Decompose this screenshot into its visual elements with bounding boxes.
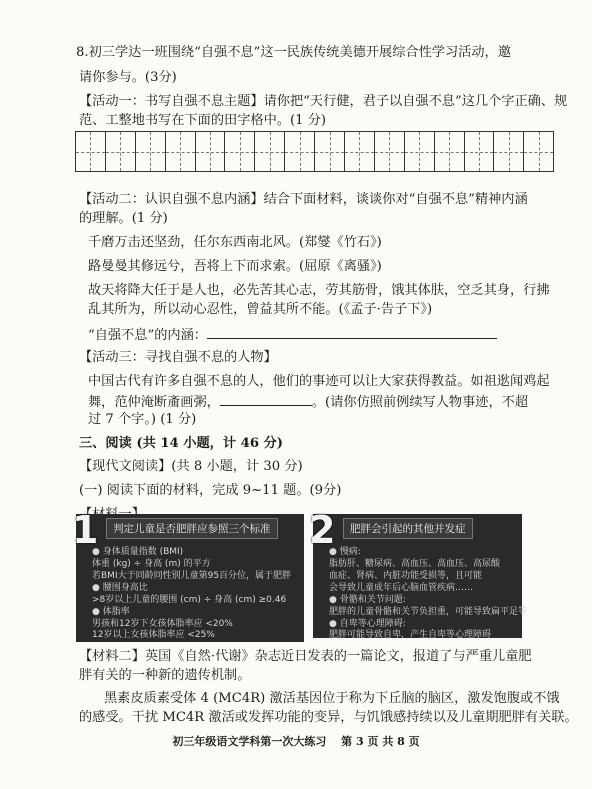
panel2-number: 2 bbox=[309, 508, 336, 552]
panel1-line: 男孩和12岁下女孩体脂率应 <20% bbox=[92, 619, 233, 629]
activity3-line2-end: 。(请你仿照前例续写人物事迹，不超 bbox=[311, 395, 529, 410]
panel1-line: 12岁以上女孩体脂率应 <25% bbox=[92, 630, 215, 640]
grid-cell[interactable] bbox=[165, 131, 195, 172]
grid-cell[interactable] bbox=[195, 131, 225, 172]
grid-cell[interactable] bbox=[105, 131, 135, 172]
grid-cell[interactable] bbox=[493, 131, 523, 172]
activity3-title: 【活动三：寻找自强不息的人物】 bbox=[79, 350, 277, 365]
connotation-answer-row bbox=[88, 325, 497, 345]
grid-cell[interactable] bbox=[464, 131, 494, 172]
grid-cell[interactable] bbox=[75, 131, 105, 172]
activity1-line2: 范、工整地书写在下面的田字格中。(1 分) bbox=[79, 113, 327, 128]
quote-mencius-line2: 乱其所为，所以动心忍性，曾益其所不能。(《孟子·告子下》) bbox=[88, 302, 433, 317]
panel2-line: ● 自卑等心理障碍: bbox=[329, 619, 406, 629]
tianzige-grid[interactable] bbox=[75, 131, 539, 172]
grid-cell[interactable] bbox=[254, 131, 284, 172]
panel2-line: ● 骨骼和关节问题: bbox=[329, 595, 406, 605]
q8-title-line1: 8.初三学达一班围绕“自强不息”这一民族传统美德开展综合性学习活动，邀 bbox=[76, 45, 511, 60]
infographic-panel-2 bbox=[309, 508, 528, 640]
quote-mencius-line1: 故天将降大任于是人也，必先苦其心志，劳其筋骨，饿其体肤，空乏其身，行拂 bbox=[88, 283, 550, 298]
activity2-line2: 的理解。(1 分) bbox=[79, 211, 168, 226]
panel1-line: 若BMI大于同龄同性别儿童第95百分位，属于肥胖 bbox=[92, 571, 292, 581]
activity1-line1: 【活动一：书写自强不息主题】请你把“天行健，君子以自强不息”这几个字正确、规 bbox=[79, 94, 568, 109]
material2-line3: 黑素皮质素受体 4 (MC4R) 激活基因位于称为下丘脑的脑区，激发饱腹或不饿 bbox=[104, 691, 560, 706]
grid-cell[interactable] bbox=[404, 131, 434, 172]
panel2-line: 脂肪肝、糖尿病、高血压、高血压、高尿酸 bbox=[329, 559, 501, 569]
infographic-panel-1 bbox=[72, 508, 304, 642]
grid-cell[interactable] bbox=[374, 131, 404, 172]
material2-line1: 【材料二】英国《自然·代谢》杂志近日发表的一篇论文，报道了与严重儿童肥 bbox=[79, 649, 532, 664]
panel1-line: ● 体脂率 bbox=[92, 607, 130, 617]
activity3-line3: 过 7 个字。) (1 分) bbox=[88, 412, 197, 427]
page-footer: 初三年级语文学科第一次大练习 第 3 页 共 8 页 bbox=[172, 735, 420, 748]
panel2-line: 肥胖的儿童骨骼和关节负担重，可能导致扁平足等 bbox=[329, 607, 528, 617]
panel1-line: ● 腰围身高比 bbox=[92, 583, 148, 593]
connotation-label: “自强不息”的内涵： bbox=[88, 328, 207, 343]
material2-line2: 胖有关的一种新的遗传机制。 bbox=[79, 668, 251, 683]
panel1-number: 1 bbox=[72, 508, 99, 552]
grid-cell[interactable] bbox=[314, 131, 344, 172]
q8-title-line2: 请你参与。(3分) bbox=[79, 70, 177, 85]
section3-title: 三、阅读 (共 14 小题，计 46 分) bbox=[79, 436, 284, 451]
panel1-title: 判定儿童是否肥胖应参照三个标准 bbox=[106, 518, 278, 539]
grid-cell[interactable] bbox=[224, 131, 254, 172]
activity2-line1: 【活动二：认识自强不息内涵】结合下面材料，谈谈你对“自强不息”精神内涵 bbox=[79, 192, 528, 207]
panel2-line: 会导致儿童成年后心脑血管疾病…… bbox=[329, 583, 474, 593]
connotation-answer-blank[interactable] bbox=[207, 325, 497, 339]
panel2-line: 肥胖可能导致自卑，产生自卑等心理障碍 bbox=[329, 630, 492, 640]
panel1-line: 体重 (kg) ÷ 身高 (m) 的平方 bbox=[92, 559, 211, 569]
grid-cell[interactable] bbox=[523, 131, 554, 172]
panel2-title: 肥胖会引起的其他并发症 bbox=[343, 518, 473, 539]
activity3-answer-blank[interactable] bbox=[220, 392, 312, 406]
grid-cell[interactable] bbox=[135, 131, 165, 172]
grid-cell[interactable] bbox=[284, 131, 314, 172]
quote-zhu-shi: 千磨万击还坚劲，任尔东西南北风。(郑燮《竹石》) bbox=[88, 235, 382, 250]
panel2-line: ● 慢病: bbox=[329, 547, 361, 557]
reading-group1-title: (一) 阅读下面的材料，完成 9~11 题。(9分) bbox=[79, 483, 342, 498]
panel1-line: ● 身体质量指数 (BMI) bbox=[92, 547, 184, 557]
activity3-line2 bbox=[88, 392, 528, 412]
panel1-line: >8岁以上儿童的腰围 (cm) ÷ 身高 (cm) ≥0.46 bbox=[92, 595, 287, 605]
material2-line4: 的感受。干扰 MC4R 激活或发挥功能的变异，与饥饿感持续以及儿童期肥胖有关联。 bbox=[79, 710, 578, 725]
grid-cell[interactable] bbox=[434, 131, 464, 172]
grid-cell[interactable] bbox=[344, 131, 374, 172]
activity3-line1: 中国古代有许多自强不息的人，他们的事迹可以让大家获得教益。如祖逖闻鸡起 bbox=[88, 374, 550, 389]
modern-reading-title: 【现代文阅读】(共 8 小题，计 30 分) bbox=[79, 459, 303, 474]
activity3-line2-start: 舞，范仲淹断齑画粥， bbox=[88, 395, 220, 410]
quote-li-sao: 路曼曼其修远兮，吾将上下而求索。(屈原《离骚》) bbox=[88, 259, 382, 274]
panel2-line: 血症、肾病、内脏功能受损等，且可能 bbox=[329, 571, 483, 581]
